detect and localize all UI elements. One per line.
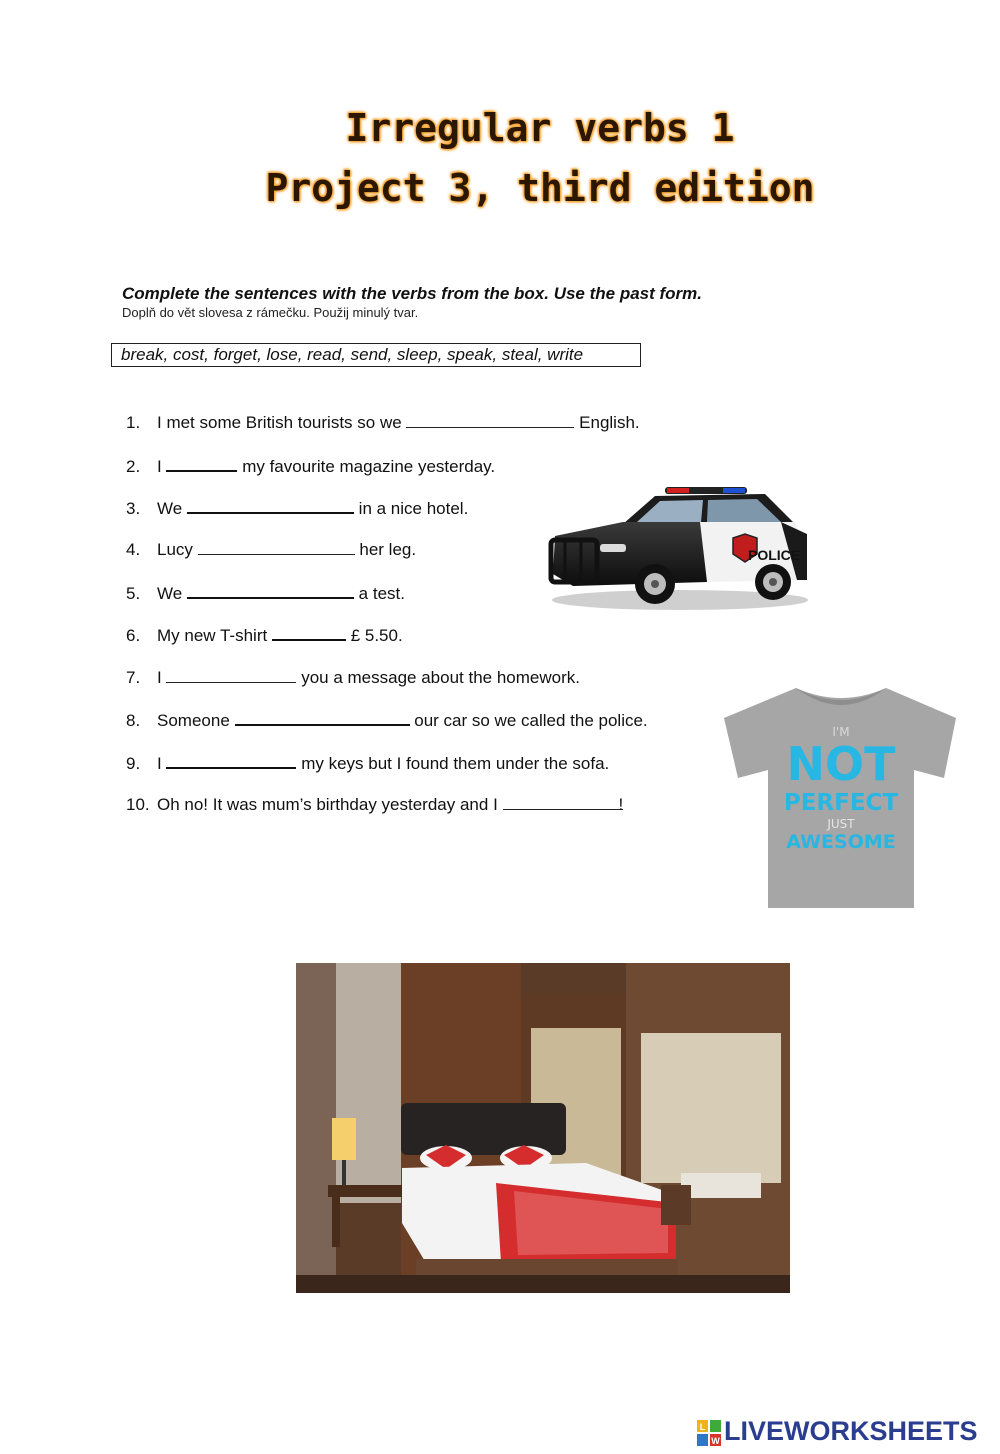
sentence-text-before: We <box>157 584 183 603</box>
sentence-text-before: I <box>157 668 162 687</box>
sentence-text-after: my keys but I found them under the sofa. <box>301 754 610 773</box>
sentence-number: 9. <box>126 754 141 773</box>
sentence-text-after: English. <box>579 413 640 432</box>
liveworksheets-logo: LIVEWORKSHEETS <box>724 1416 978 1446</box>
liveworksheets-logo-icon <box>697 1420 721 1446</box>
sentence-text-before: Oh no! It was mum’s birthday yesterday and I <box>157 795 498 814</box>
tshirt-text-not: NOT <box>786 737 896 791</box>
sentence-text-before: My new T-shirt <box>157 626 268 645</box>
logo-mark-letter-w: W <box>711 1436 720 1446</box>
sentence-number: 7. <box>126 668 141 687</box>
verb-word-box: break, cost, forget, lose, read, send, sleep, speak, steal, write <box>111 343 641 367</box>
sentence-2 <box>126 456 495 477</box>
sentence-text-after: her leg. <box>359 540 417 559</box>
sentence-number: 10. <box>126 795 150 814</box>
tshirt-text-awesome: AWESOME <box>786 831 896 853</box>
answer-blank-8[interactable] <box>235 710 410 726</box>
sentence-number: 1. <box>126 413 141 432</box>
sentence-number: 6. <box>126 626 141 645</box>
police-label: POLICE <box>748 547 801 563</box>
tshirt-text-im: I'M <box>832 725 850 739</box>
instruction-czech: Doplň do vět slovesa z rámečku. Použij minulý tvar. <box>122 305 419 320</box>
instruction-english: Complete the sentences with the verbs from the box. Use the past form. <box>122 284 703 303</box>
logo-mark-letter-l: L <box>699 1422 706 1432</box>
tshirt-text-perfect: PERFECT <box>783 790 899 816</box>
sentence-3 <box>126 498 468 519</box>
tshirt-image <box>718 682 964 914</box>
answer-blank-7[interactable] <box>166 668 296 683</box>
answer-blank-6[interactable] <box>272 625 346 641</box>
sentence-number: 5. <box>126 584 141 603</box>
answer-blank-4[interactable] <box>198 540 355 555</box>
sentence-text-after: you a message about the homework. <box>301 668 580 687</box>
sentence-text-before: Someone <box>157 711 230 730</box>
sentence-text-after: my favourite magazine yesterday. <box>242 457 496 476</box>
worksheet-title-line1: Irregular verbs 1 <box>345 106 735 150</box>
sentence-number: 8. <box>126 711 141 730</box>
sentence-text-before: I met some British tourists so we <box>157 413 402 432</box>
sentence-text-after: ! <box>618 795 624 814</box>
hotel-room-image <box>296 963 790 1293</box>
sentence-number: 4. <box>126 540 141 559</box>
sentence-text-before: We <box>157 499 183 518</box>
sentence-number: 3. <box>126 499 141 518</box>
sentence-6 <box>126 625 403 646</box>
sentence-text-before: Lucy <box>157 540 193 559</box>
answer-blank-10[interactable] <box>503 795 623 810</box>
answer-blank-1[interactable] <box>406 413 574 428</box>
tshirt-text-just: JUST <box>827 817 855 831</box>
sentence-number: 2. <box>126 457 141 476</box>
police-car-image <box>545 482 810 617</box>
sentence-1 <box>126 413 640 433</box>
sentence-10 <box>126 795 623 815</box>
sentence-7 <box>126 668 580 688</box>
answer-blank-3[interactable] <box>187 498 354 514</box>
sentence-text-after: our car so we called the police. <box>414 711 648 730</box>
sentence-text-before: I <box>157 457 162 476</box>
sentence-4 <box>126 540 416 560</box>
sentence-text-after: £ 5.50. <box>350 626 403 645</box>
answer-blank-5[interactable] <box>187 583 354 599</box>
answer-blank-2[interactable] <box>166 456 237 472</box>
sentence-9 <box>126 753 609 774</box>
sentence-8 <box>126 710 648 731</box>
sentence-5 <box>126 583 405 604</box>
sentence-text-before: I <box>157 754 162 773</box>
answer-blank-9[interactable] <box>166 753 296 769</box>
worksheet-title-line2: Project 3, third edition <box>265 166 815 210</box>
sentence-text-after: a test. <box>358 584 405 603</box>
sentence-text-after: in a nice hotel. <box>358 499 469 518</box>
